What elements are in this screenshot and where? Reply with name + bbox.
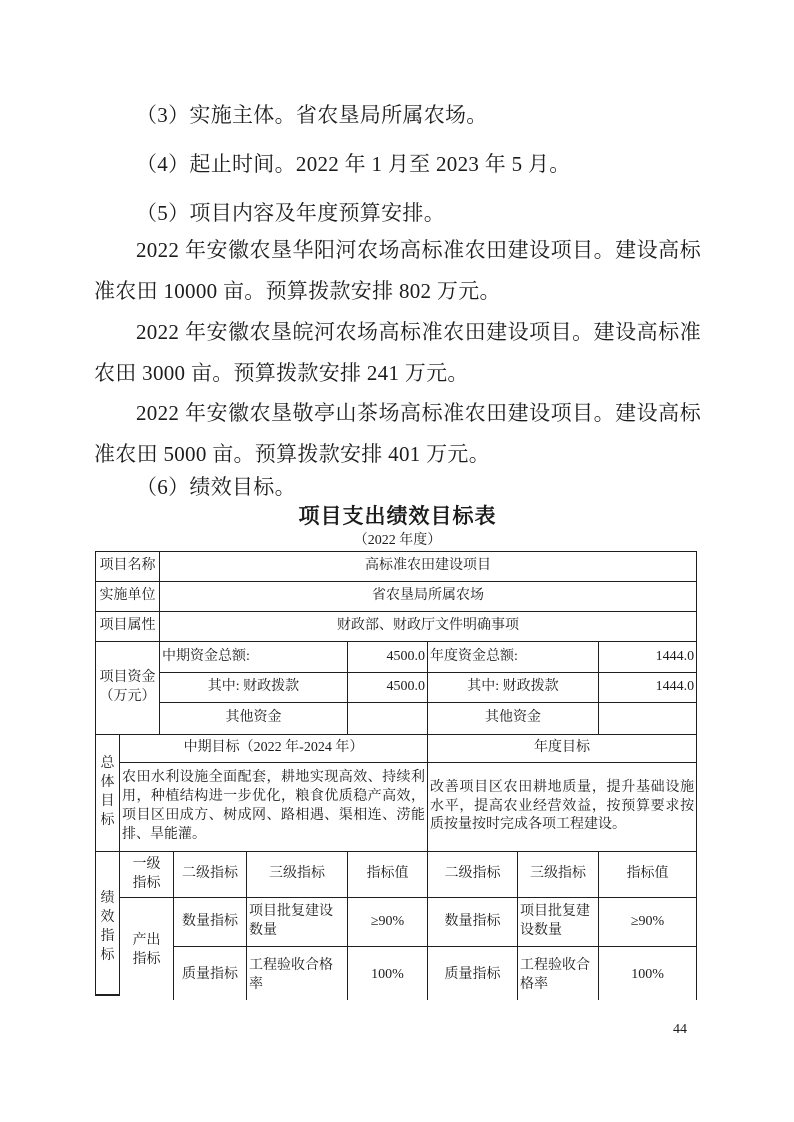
mid-goal-text: 农田水利设施全面配套，耕地实现高效、持续利用，种植结构进一步优化，粮食优质稳产高效，项目区田成方、树成网、路相遇、渠相连、涝能排、旱能灌。 [120, 763, 428, 852]
header-level3-year: 三级指标 [518, 852, 599, 898]
quality-indicator-mid: 质量指标 [174, 947, 247, 1001]
table-cutoff-mask [95, 996, 120, 1000]
quality-value-year: 100% [599, 947, 697, 1001]
quality-level3-year: 工程验收合格率 [518, 947, 599, 1001]
quantity-indicator-mid: 数量指标 [174, 898, 247, 947]
output-indicator-label [120, 898, 174, 1001]
mid-goal-header: 中期目标（2022 年-2024 年） [120, 735, 428, 763]
output-indicator-text: 产出指标 [132, 933, 161, 967]
header-level2-year: 二级指标 [428, 852, 518, 898]
table-title: 项目支出绩效目标表 [298, 505, 497, 528]
paragraph-item-3: （3）实施主体。省农垦局所属农场。 [136, 103, 488, 127]
table-row [96, 898, 697, 947]
paragraph-project-jingtingshan: 2022 年安徽农垦敬亭山茶场高标准农田建设项目。建设高标准农田 5000 亩。预算拨款安排 401 万元。 [94, 401, 701, 466]
paragraph-item-6: （6）绩效目标。 [136, 475, 296, 499]
table-row [96, 735, 697, 763]
table-subtitle: （2022 年度） [353, 533, 442, 548]
table-row [96, 582, 697, 612]
table-row [96, 763, 697, 852]
quantity-level3-year: 项目批复建设数量 [518, 898, 599, 947]
mid-total-value: 4500.0 [348, 642, 428, 673]
table-header-row [96, 852, 697, 898]
project-attribute-label: 项目属性 [96, 612, 160, 642]
header-value-mid: 指标值 [348, 852, 428, 898]
project-attribute-value: 财政部、财政厅文件明确事项 [160, 612, 697, 642]
quantity-indicator-year: 数量指标 [428, 898, 518, 947]
mid-fiscal-label: 其中: 财政拨款 [160, 673, 348, 703]
project-name-value: 高标准农田建设项目 [160, 552, 697, 582]
header-level2-mid: 二级指标 [174, 852, 247, 898]
table-row [96, 642, 697, 673]
year-other-funds-label: 其他资金 [428, 703, 599, 735]
header-level3-mid: 三级指标 [247, 852, 348, 898]
paragraph-item-5: （5）项目内容及年度预算安排。 [136, 201, 445, 225]
overall-goal-label: 总体目标 [96, 735, 120, 852]
quantity-level3-mid: 项目批复建设数量 [247, 898, 348, 947]
header-level1-text: 一级指标 [132, 856, 161, 891]
quantity-value-year: ≥90% [599, 898, 697, 947]
project-name-label: 项目名称 [96, 552, 160, 582]
table-cutoff-border [95, 994, 120, 996]
mid-fiscal-value: 4500.0 [348, 673, 428, 703]
page-number: 44 [673, 1022, 687, 1037]
mid-other-funds-value [348, 703, 428, 735]
table-row [96, 612, 697, 642]
year-total-value: 1444.0 [599, 642, 697, 673]
paragraph-project-huayanghe: 2022 年安徽农垦华阳河农场高标准农田建设项目。建设高标准农田 10000 亩。预算拨款安排 802 万元。 [94, 238, 701, 303]
quality-level3-mid: 工程验收合格率 [247, 947, 348, 1001]
year-fiscal-label: 其中: 财政拨款 [428, 673, 599, 703]
header-value-year: 指标值 [599, 852, 697, 898]
quality-indicator-year: 质量指标 [428, 947, 518, 1001]
mid-other-funds-label: 其他资金 [160, 703, 348, 735]
year-fiscal-value: 1444.0 [599, 673, 697, 703]
table-row [96, 947, 697, 1001]
table-row [96, 703, 697, 735]
project-funds-label: 项目资金（万元） [96, 642, 160, 735]
performance-target-table [95, 551, 701, 1000]
year-total-label: 年度资金总额: [428, 642, 599, 673]
paragraph-item-4: （4）起止时间。2022 年 1 月至 2023 年 5 月。 [136, 152, 571, 176]
table-row [96, 552, 697, 582]
paragraph-project-wanhe: 2022 年安徽农垦皖河农场高标准农田建设项目。建设高标准农田 3000 亩。预算拨款安排 241 万元。 [94, 320, 701, 385]
quantity-value-mid: ≥90% [348, 898, 428, 947]
header-level1 [120, 852, 174, 898]
year-goal-text: 改善项目区农田耕地质量，提升基础设施水平，提高农业经营效益，按预算要求按质按量按时完成各项工程建设。 [428, 763, 697, 852]
mid-total-label: 中期资金总额: [160, 642, 348, 673]
performance-indicator-label: 绩效指标 [96, 852, 120, 1001]
year-goal-header: 年度目标 [428, 735, 697, 763]
quality-value-mid: 100% [348, 947, 428, 1001]
implementing-unit-value: 省农垦局所属农场 [160, 582, 697, 612]
year-other-funds-value [599, 703, 697, 735]
table-row [96, 673, 697, 703]
implementing-unit-label: 实施单位 [96, 582, 160, 612]
